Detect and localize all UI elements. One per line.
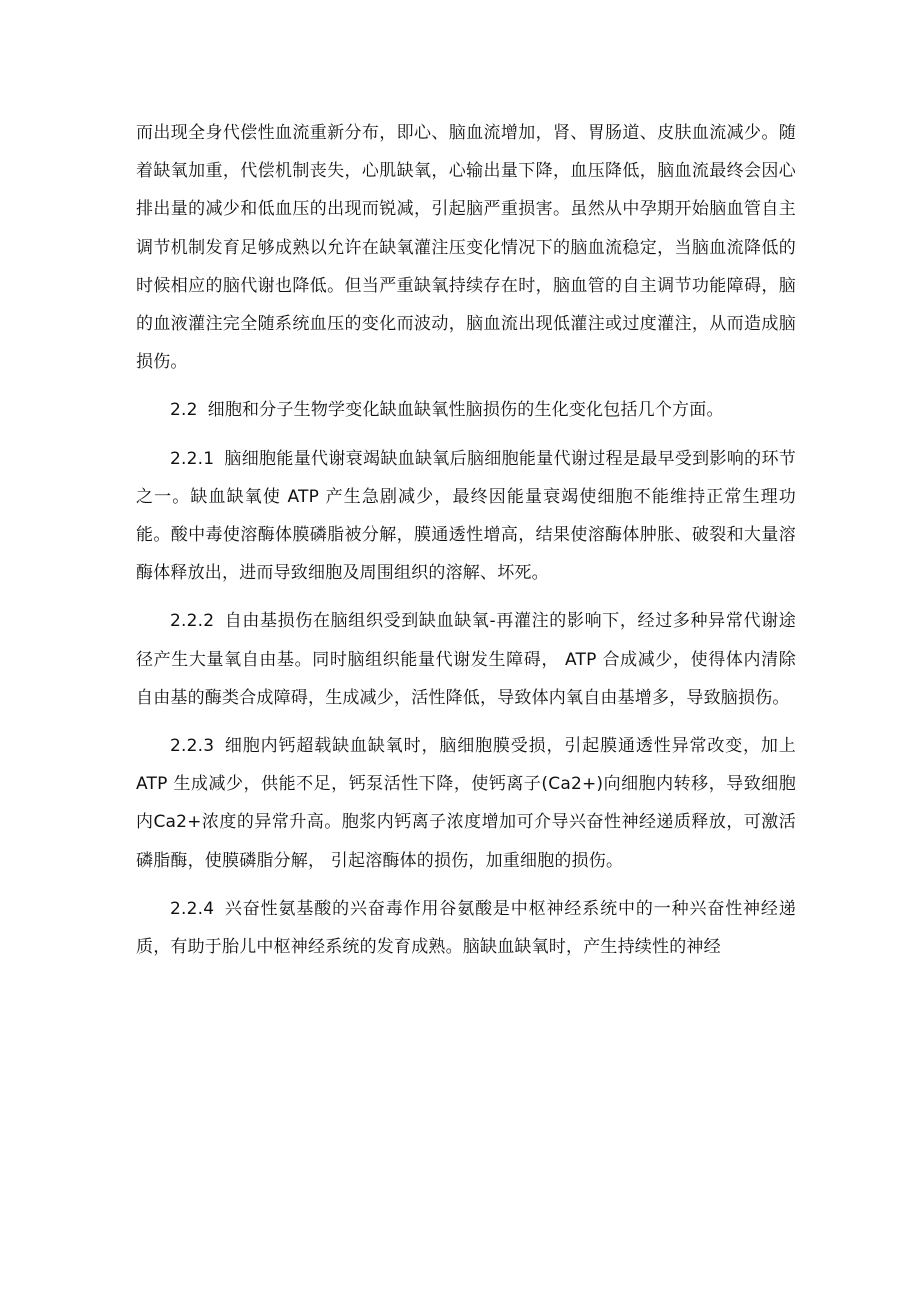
section-number: 2.2.1: [170, 448, 215, 469]
paragraph-text: 细胞和分子生物学变化缺血缺氧性脑损伤的生化变化包括几个方面。: [207, 400, 724, 421]
paragraph-2-2-3: [136, 727, 796, 880]
section-number: 2.2.4: [170, 898, 215, 919]
paragraph-text: 脑细胞能量代谢衰竭缺血缺氧后脑细胞能量代谢过程是最早受到影响的环节之一。缺血缺氧使 ATP 产生急剧减少，最终因能量衰竭使细胞不能维持正常生理功能。酸中毒使溶酶体膜磷脂被分解，膜通透性增高，结果使溶酶体肿胀、破裂和大量溶酶体释放出，进而导致细胞及周围组织的溶解、坏死。: [136, 448, 796, 584]
paragraph-2-2-1: [136, 440, 796, 593]
paragraph-text: 细胞内钙超载缺血缺氧时，脑细胞膜受损，引起膜通透性异常改变，加上 ATP 生成减少，供能不足，钙泵活性下降，使钙离子(Ca2+)向细胞内转移，导致细胞内Ca2+浓度的异常升高。胞浆内钙离子浓度增加可介导兴奋性神经递质释放，可激活磷脂酶，使膜磷脂分解， 引起溶酶体的损伤，加重细胞的损伤。: [136, 736, 796, 871]
paragraph-text: 而出现全身代偿性血流重新分布，即心、脑血流增加，肾、胃肠道、皮肤血流减少。随着缺氧加重，代偿机制丧失，心肌缺氧，心输出量下降，血压降低，脑血流最终会因心排出量的减少和低血压的出现而锐减，引起脑严重损害。虽然从中孕期开始脑血管自主调节机制发育足够成熟以允许在缺氧灌注压变化情况下的脑血流稳定，当脑血流降低的时候相应的脑代谢也降低。但当严重缺氧持续存在时，脑血管的自主调节功能障碍，脑的血液灌注完全随系统血压的变化而波动，脑血流出现低灌注或过度灌注，从而造成脑损伤。: [136, 123, 796, 373]
paragraph-2-2-2: [136, 602, 796, 717]
section-number: 2.2.2: [170, 611, 215, 632]
section-number: 2.2.3: [170, 736, 215, 757]
document-body: [136, 114, 796, 976]
paragraph-2-2-4: [136, 890, 796, 966]
section-number: 2.2: [170, 400, 198, 421]
paragraph-2-2: [136, 391, 796, 429]
paragraph-text: 自由基损伤在脑组织受到缺血缺氧-再灌注的影响下，经过多种异常代谢途径产生大量氧自由基。同时脑组织能量代谢发生障碍， ATP 合成减少，使得体内清除自由基的酶类合成障碍，生成减少，活性降低，导致体内氧自由基增多，导致脑损伤。: [136, 611, 796, 708]
paragraph-continuation: [136, 114, 796, 381]
paragraph-text: 兴奋性氨基酸的兴奋毒作用谷氨酸是中枢神经系统中的一种兴奋性神经递质，有助于胎儿中枢神经系统的发育成熟。脑缺血缺氧时，产生持续性的神经: [136, 898, 796, 958]
